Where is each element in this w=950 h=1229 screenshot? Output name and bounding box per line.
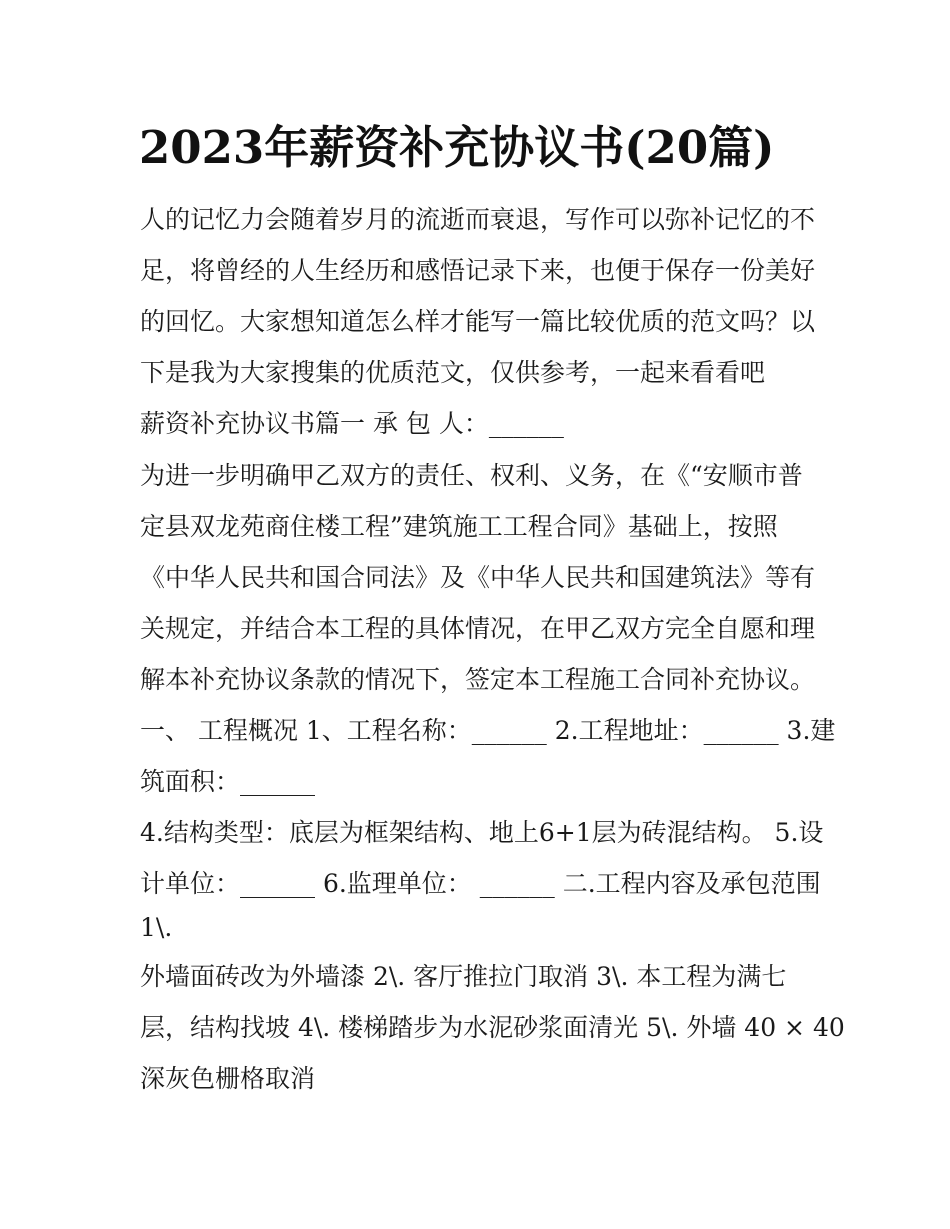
body-line-14: 计单位：______ 6.监理单位： ______ 二.工程内容及承包范围 <box>140 869 821 898</box>
body-line-8: 《中华人民共和国合同法》及《中华人民共和国建筑法》等有 <box>140 563 816 592</box>
body-line-18: 深灰色栅格取消 <box>140 1064 316 1093</box>
body-line-17: 层，结构找坡 4\. 楼梯踏步为水泥砂浆面清光 5\. 外墙 40 × 40 <box>140 1013 845 1042</box>
body-line-6: 为进一步明确甲乙双方的责任、权利、义务，在《“安顺市普 <box>140 461 803 490</box>
document-title: 2023年薪资补充协议书(20篇) <box>139 121 775 174</box>
body-line-4: 下是我为大家搜集的优质范文，仅供参考，一起来看看吧 <box>140 358 766 387</box>
body-line-1: 人的记忆力会随着岁月的流逝而衰退，写作可以弥补记忆的不 <box>140 205 816 234</box>
body-line-2: 足，将曾经的人生经历和感悟记录下来，也便于保存一份美好 <box>140 256 816 285</box>
body-line-15: 1\. <box>140 913 173 942</box>
body-line-9: 关规定，并结合本工程的具体情况，在甲乙双方完全自愿和理 <box>140 614 816 643</box>
body-line-11: 一、 工程概况 1、工程名称：______ 2.工程地址：______ 3.建 <box>140 716 836 745</box>
body-line-10: 解本补充协议条款的情况下，签定本工程施工合同补充协议。 <box>140 665 816 694</box>
body-line-7: 定县双龙苑商住楼工程”建筑施工工程合同》基础上，按照 <box>140 512 778 541</box>
body-line-16: 外墙面砖改为外墙漆 2\. 客厅推拉门取消 3\. 本工程为满七 <box>140 962 787 991</box>
body-line-12: 筑面积：______ <box>140 767 316 796</box>
section-heading-line: 薪资补充协议书篇一 承 包 人：______ <box>140 409 564 438</box>
body-line-13: 4.结构类型：底层为框架结构、地上6+1层为砖混结构。 5.设 <box>140 818 824 847</box>
body-line-3: 的回忆。大家想知道怎么样才能写一篇比较优质的范文吗？以 <box>140 307 816 336</box>
